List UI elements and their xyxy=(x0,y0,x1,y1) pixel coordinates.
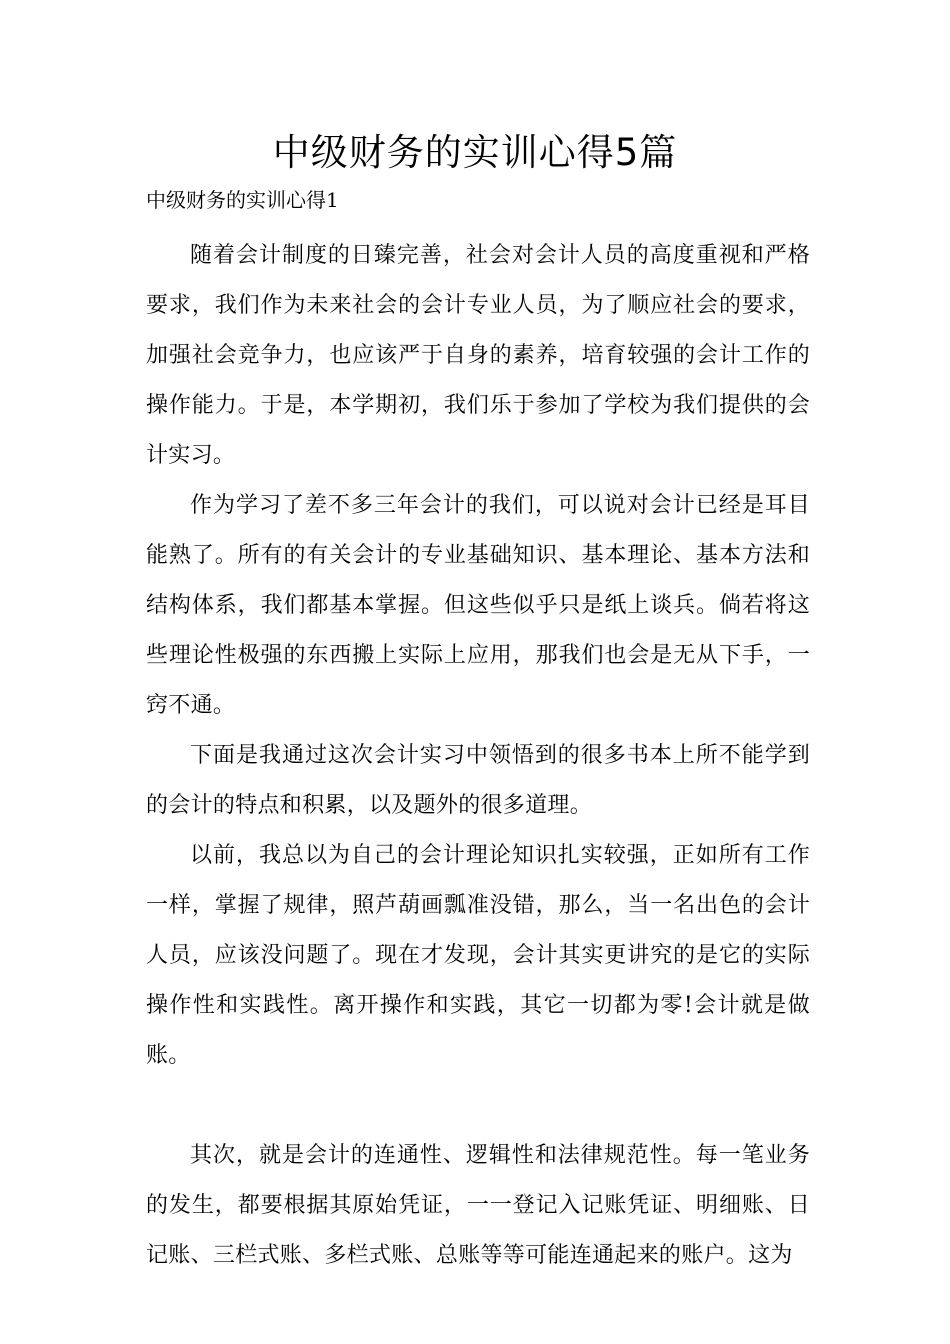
section-heading: 中级财务的实训心得1 xyxy=(146,188,339,212)
paragraph-5: 其次，就是会计的连通性、逻辑性和法律规范性。每一笔业务的发生，都要根据其原始凭证，一一登记入记账凭证、明细账、日记账、三栏式账、多栏式账、总账等等可能连通起来的账户。这为 xyxy=(146,1143,810,1268)
document-body xyxy=(146,231,810,1281)
paragraph-2: 作为学习了差不多三年会计的我们，可以说对会计已经是耳目能熟了。所有的有关会计的专业基础知识、基本理论、基本方法和结构体系，我们都基本掌握。但这些似乎只是纸上谈兵。倘若将这些理论性极强的东西搬上实际上应用，那我们也会是无从下手，一窍不通。 xyxy=(146,493,810,718)
document-title: 中级财务的实训心得5篇 xyxy=(272,131,678,174)
paragraph-spacer xyxy=(146,1081,810,1131)
paragraph-3: 下面是我通过这次会计实习中领悟到的很多书本上所不能学到的会计的特点和积累，以及题外的很多道理。 xyxy=(146,743,810,818)
paragraph-4: 以前，我总以为自己的会计理论知识扎实较强，正如所有工作一样，掌握了规律，照芦葫画瓢准没错，那么，当一名出色的会计人员，应该没问题了。现在才发现，会计其实更讲究的是它的实际操作性和实践性。离开操作和实践，其它一切都为零!会计就是做账。 xyxy=(146,843,810,1068)
paragraph-1: 随着会计制度的日臻完善，社会对会计人员的高度重视和严格要求，我们作为未来社会的会计专业人员，为了顺应社会的要求，加强社会竞争力，也应该严于自身的素养，培育较强的会计工作的操作能力。于是，本学期初，我们乐于参加了学校为我们提供的会计实习。 xyxy=(146,243,810,468)
